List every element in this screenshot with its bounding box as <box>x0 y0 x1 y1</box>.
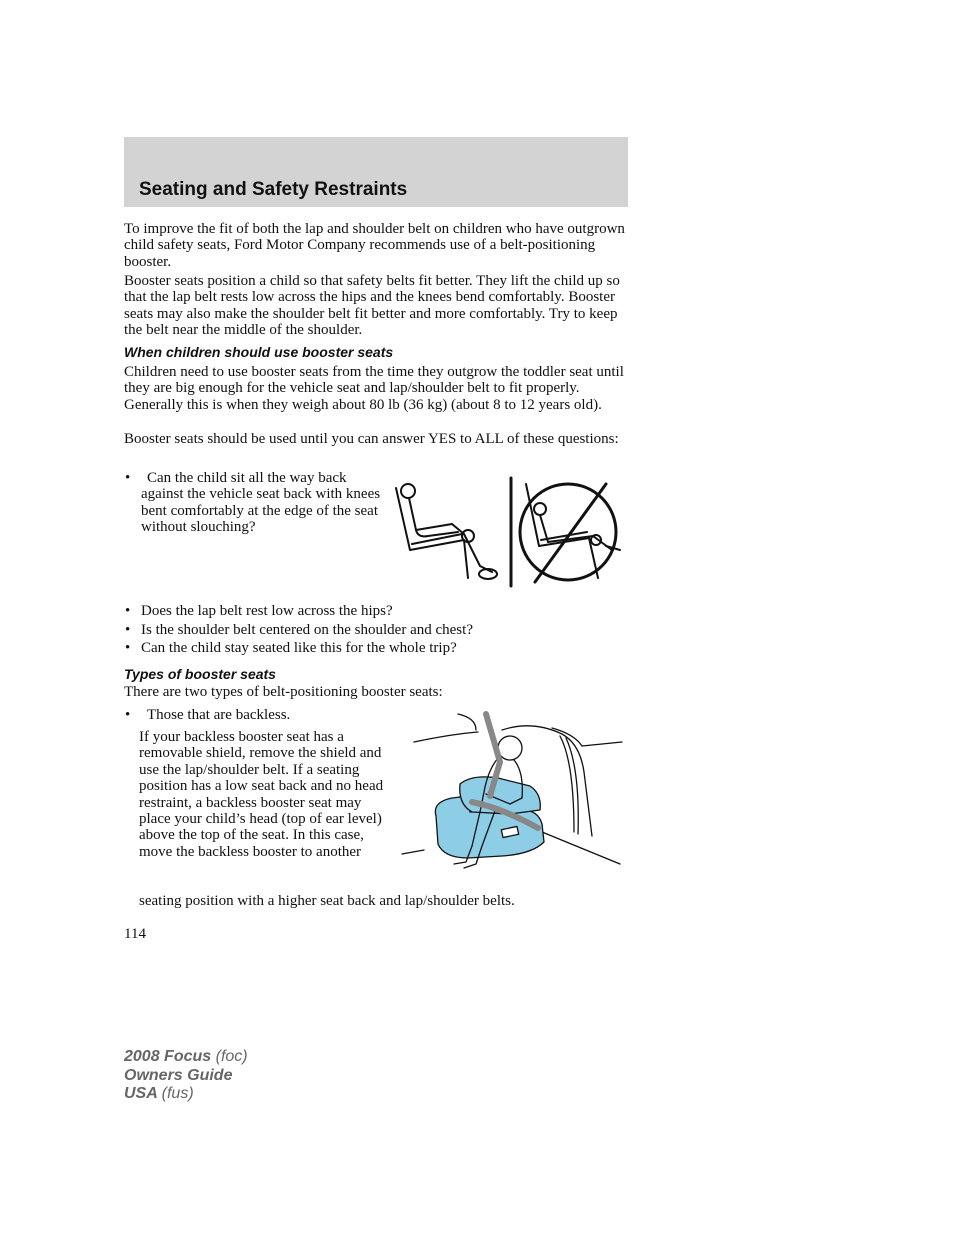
question-text: Does the lap belt rest low across the hips? <box>141 603 393 619</box>
backless-booster-paragraph-continued <box>139 893 628 909</box>
booster-benefit-paragraph <box>124 273 628 339</box>
question-list-item <box>125 640 457 656</box>
footer-market: USA <box>124 1085 158 1102</box>
question-text: Can the child sit all the way back against the vehicle seat back with knees bent comfortably at the edge of the seat without slouching? <box>141 470 381 536</box>
when-to-use-paragraph <box>124 364 628 413</box>
paragraph-text: There are two types of belt-positioning booster seats: <box>124 684 443 700</box>
bullet-icon: • <box>125 707 131 723</box>
bullet-icon: • <box>125 640 131 656</box>
paragraph-text: To improve the fit of both the lap and shoulder belt on children who have outgrown child safety seats, Ford Motor Company recommends use of a belt-positioning booster. <box>124 221 625 270</box>
subheading-types: Types of booster seats <box>124 666 276 682</box>
footer-line-market <box>124 1085 248 1104</box>
backless-booster-paragraph <box>139 729 384 860</box>
yes-to-all-paragraph <box>124 431 628 447</box>
question-list-item <box>125 603 393 619</box>
page-number: 114 <box>124 926 146 942</box>
types-intro-paragraph <box>124 684 628 700</box>
seat-posture-illustration <box>388 474 628 592</box>
paragraph-text: seating position with a higher seat back and lap/shoulder belts. <box>139 893 515 909</box>
bullet-icon: • <box>125 603 131 619</box>
question-list-item <box>125 470 381 536</box>
subheading-when-to-use: When children should use booster seats <box>124 344 394 360</box>
section-header-band <box>124 137 628 207</box>
prohibition-circle <box>520 484 616 580</box>
question-list-item <box>125 622 473 638</box>
footer-line-model <box>124 1048 248 1067</box>
paragraph-text: Booster seats should be used until you can answer YES to ALL of these questions: <box>124 431 619 447</box>
question-text: Can the child stay seated like this for the whole trip? <box>141 640 457 656</box>
booster-type-text: Those that are backless. <box>147 707 291 723</box>
question-text: Is the shoulder belt centered on the shoulder and chest? <box>141 622 473 638</box>
paragraph-text: Booster seats position a child so that safety belts fit better. They lift the child up so that the lap belt rests low across the hips and the knees bend comfortably. Booster seats may also make the shoulder belt fit better and more comfortably. Try to keep the belt near the middle of the shoulder. <box>124 273 620 339</box>
footer-line-guide: Owners Guide <box>124 1066 233 1084</box>
bullet-icon: • <box>125 470 131 486</box>
document-footer <box>124 1048 248 1104</box>
paragraph-text: Children need to use booster seats from the time they outgrow the toddler seat until they are big enough for the vehicle seat and lap/shoulder belt to fit properly. Generally this is when they weigh about 80 lb (36 kg) (about 8 to 12 years old). <box>124 364 624 413</box>
footer-model-code: (foc) <box>215 1048 248 1065</box>
paragraph-text: If your backless booster seat has a removable shield, remove the shield and use the lap/shoulder belt. If a seating position has a low seat back and no head restraint, a backless booster seat may place your child’s head (top of ear level) above the top of the seat. In this case, move the backless booster to another <box>139 729 384 860</box>
intro-paragraph <box>124 221 628 270</box>
backless-booster-illustration <box>402 712 624 872</box>
booster-type-item <box>125 707 291 723</box>
bullet-icon: • <box>125 622 131 638</box>
section-title: Seating and Safety Restraints <box>139 179 408 200</box>
footer-model: 2008 Focus <box>124 1048 212 1065</box>
footer-market-code: (fus) <box>161 1085 194 1102</box>
